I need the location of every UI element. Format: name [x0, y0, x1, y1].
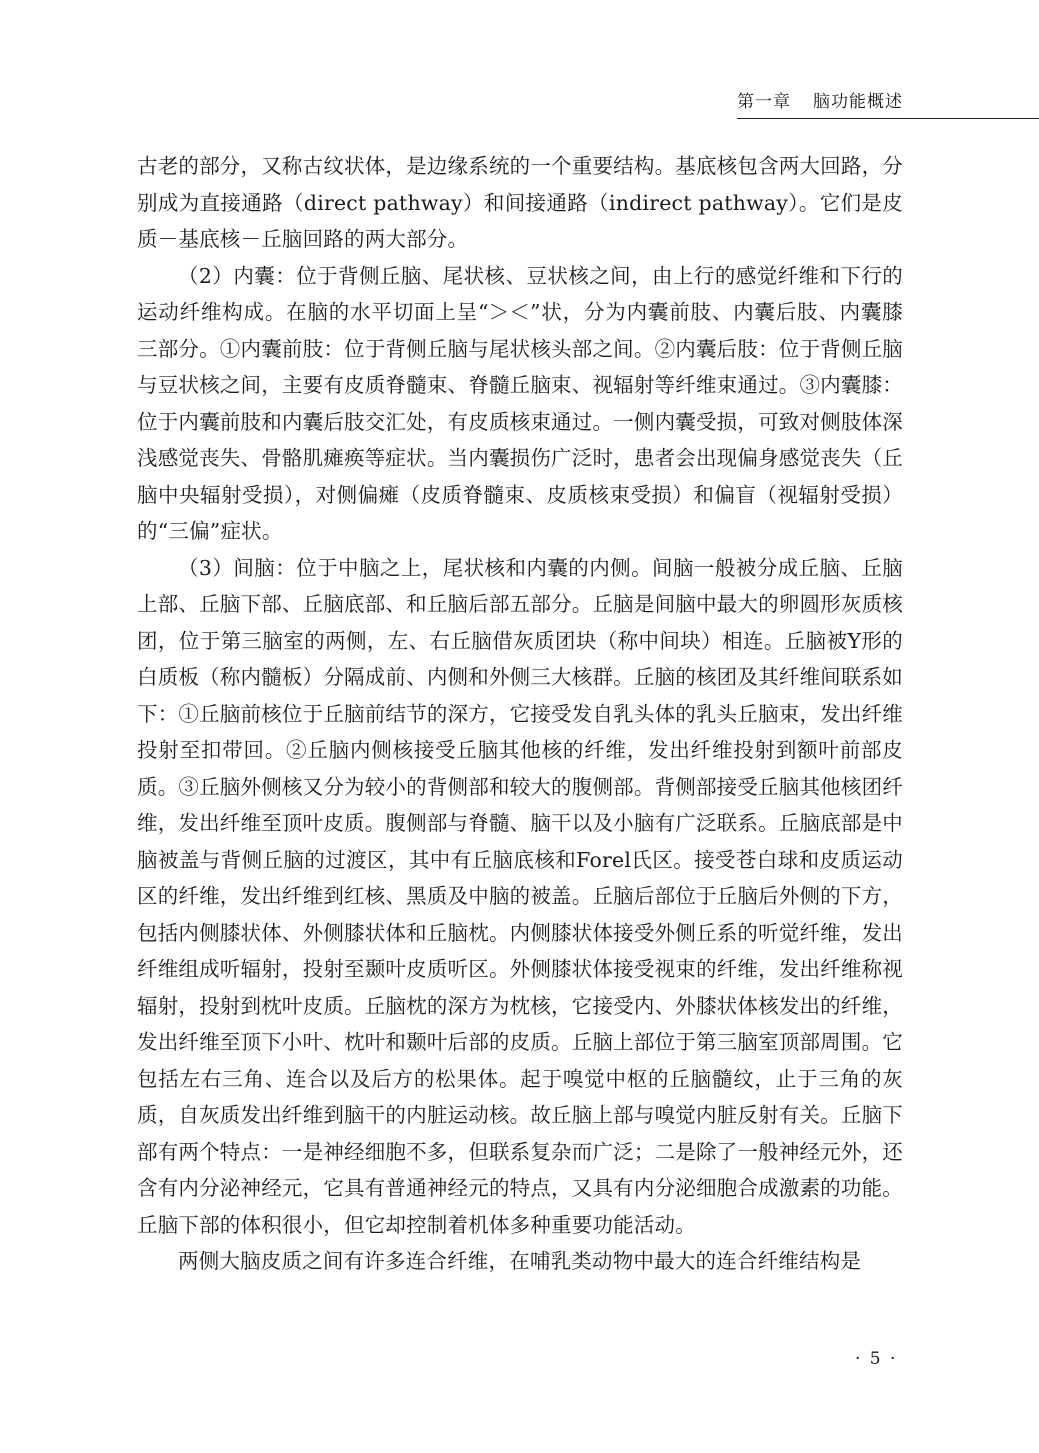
paragraph-commissural-fibers: 两侧大脑皮质之间有许多连合纤维，在哺乳类动物中最大的连合纤维结构是 — [178, 1249, 862, 1273]
paragraph-continued: 古老的部分，又称古纹状体，是边缘系统的一个重要结构。基底核包含两大回路，分别成为直接通路（direct pathway）和间接通路（indirect pathway）。它们是皮质－基底核－丘脑回路的两大部分。 — [137, 154, 903, 251]
page-number: · 5 · — [855, 1349, 898, 1369]
body-text — [137, 148, 903, 1280]
paragraph-internal-capsule: （2）内囊：位于背侧丘脑、尾状核、豆状核之间，由上行的感觉纤维和下行的运动纤维构成。在脑的水平切面上呈“＞＜”状，分为内囊前肢、内囊后肢、内囊膝三部分。①内囊前肢：位于背侧丘脑与尾状核头部之间。②内囊后肢：位于背侧丘脑与豆状核之间，主要有皮质脊髓束、脊髓丘脑束、视辐射等纤维束通过。③内囊膝：位于内囊前肢和内囊后肢交汇处，有皮质核束通过。一侧内囊受损，可致对侧肢体深浅感觉丧失、骨骼肌瘫痪等症状。当内囊损伤广泛时，患者会出现偏身感觉丧失（丘脑中央辐射受损），对侧偏瘫（皮质脊髓束、皮质核束受损）和偏盲（视辐射受损）的“三偏”症状。 — [137, 263, 903, 543]
running-header — [737, 90, 1039, 119]
paragraph-diencephalon: （3）间脑：位于中脑之上，尾状核和内囊的内侧。间脑一般被分成丘脑、丘脑上部、丘脑下部、丘脑底部、和丘脑后部五部分。丘脑是间脑中最大的卵圆形灰质核团，位于第三脑室的两侧，左、右丘脑借灰质团块（称中间块）相连。丘脑被Y形的白质板（称内髓板）分隔成前、内侧和外侧三大核群。丘脑的核团及其纤维间联系如下：①丘脑前核位于丘脑前结节的深方，它接受发自乳头体的乳头丘脑束，发出纤维投射至扣带回。②丘脑内侧核接受丘脑其他核的纤维，发出纤维投射到额叶前部皮质。③丘脑外侧核又分为较小的背侧部和较大的腹侧部。背侧部接受丘脑其他核团纤维，发出纤维至顶叶皮质。腹侧部与脊髓、脑干以及小脑有广泛联系。丘脑底部是中脑被盖与背侧丘脑的过渡区，其中有丘脑底核和Forel氏区。接受苍白球和皮质运动区的纤维，发出纤维到红核、黑质及中脑的被盖。丘脑后部位于丘脑后外侧的下方，包括内侧膝状体、外侧膝状体和丘脑枕。内侧膝状体接受外侧丘系的听觉纤维，发出纤维组成听辐射，投射至颞叶皮质听区。外侧膝状体接受视束的纤维，发出纤维称视辐射，投射到枕叶皮质。丘脑枕的深方为枕核，它接受内、外膝状体核发出的纤维，发出纤维至顶下小叶、枕叶和颞叶后部的皮质。丘脑上部位于第三脑室顶部周围。它包括左右三角、连合以及后方的松果体。起于嗅觉中枢的丘脑髓纹，止于三角的灰质，自灰质发出纤维到脑干的内脏运动核。故丘脑上部与嗅觉内脏反射有关。丘脑下部有两个特点：一是神经细胞不多，但联系复杂而广泛；二是除了一般神经元外，还含有内分泌神经元，它具有普通神经元的特点，又具有内分泌细胞合成激素的功能。丘脑下部的体积很小，但它却控制着机体多种重要功能活动。 — [137, 555, 903, 1237]
chapter-number: 第一章 — [737, 92, 791, 112]
chapter-title: 脑功能概述 — [813, 92, 903, 112]
